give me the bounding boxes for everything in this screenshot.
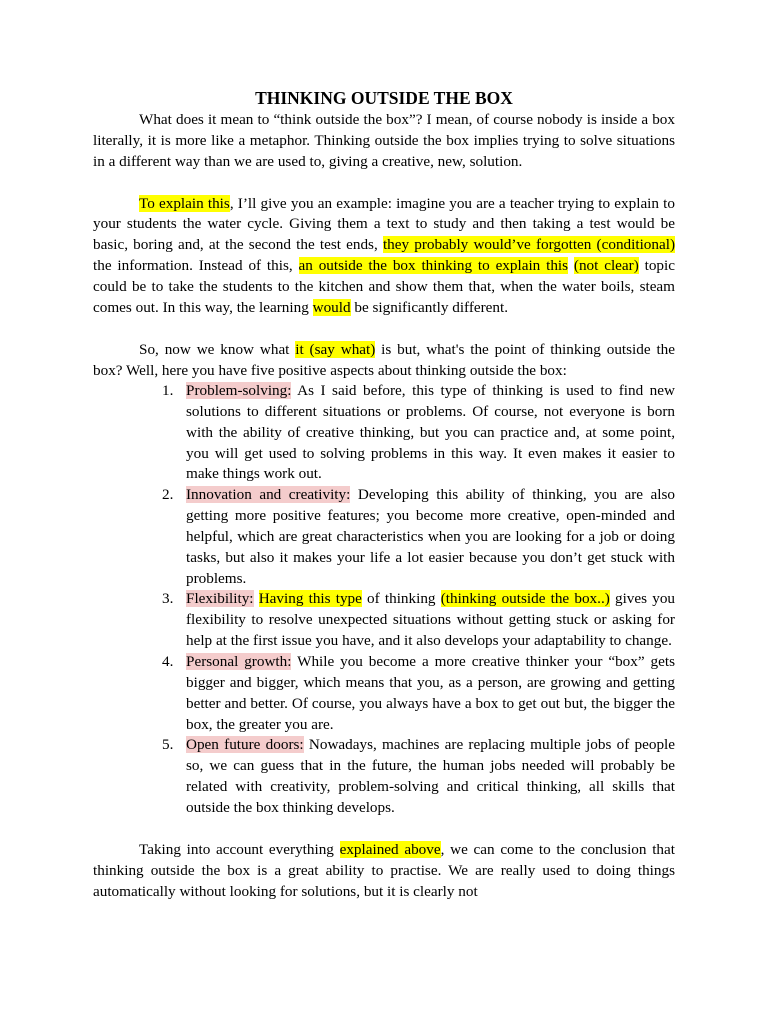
highlight-comment: explained above <box>339 841 441 858</box>
list-item-text: of thinking <box>361 590 441 608</box>
paragraph-text: be significantly different. <box>350 298 509 316</box>
list-item-label: Personal growth: <box>186 652 292 670</box>
document-title: THINKING OUTSIDE THE BOX <box>255 88 513 108</box>
highlight-comment: an outside the box thinking to explain this <box>298 257 569 275</box>
list-item-text <box>254 590 259 607</box>
paragraph-text: Taking into account everything <box>139 841 340 858</box>
highlight-comment: would <box>312 298 351 316</box>
list-number: 4. <box>162 652 174 670</box>
highlight-comment: (not clear) <box>573 257 639 275</box>
list-item-text: While you become a more creative thinker your “box” gets bigger and bigger, which means that you, as a person, are growing and getting better and better. Of course, you always have a box to get out but, the bigger the box, the greater you are. <box>186 652 675 733</box>
list-item-label: Innovation and creativity: <box>186 486 351 504</box>
highlight-comment: they probably would’ve forgotten (conditional) <box>382 236 675 254</box>
paragraph-text: , I’ll give you an example: imagine you are a teacher trying to explain to your students the water cycle. Giving them a text to study and then taking a test would be basic, boring and, at the second the test ends, <box>93 194 675 254</box>
list-item-text: Developing this ability of thinking, you are also getting more positive features; you become more creative, open-minded and helpful, which are great characteristics when you are looking for a job or doing tasks, but also it makes your life a lot easier because you don’t get stuck with problems. <box>186 486 675 587</box>
list-number: 3. <box>162 590 174 608</box>
list-item <box>162 652 675 735</box>
list-item <box>162 735 675 818</box>
list-item-label: Problem-solving: <box>186 382 292 399</box>
positive-aspects-list <box>162 381 676 819</box>
list-item-label: Open future doors: <box>186 736 304 754</box>
highlight-comment: Having this type <box>258 590 362 608</box>
paragraph-text: the information. Instead of this, <box>93 257 299 275</box>
list-item <box>162 485 675 589</box>
list-number: 2. <box>162 486 174 504</box>
list-item <box>162 381 675 485</box>
highlight-comment: To explain this <box>139 194 230 212</box>
highlight-comment: (thinking outside the box..) <box>440 590 610 608</box>
example-paragraph <box>93 194 675 319</box>
list-item <box>162 589 676 652</box>
list-item-label: Flexibility: <box>186 590 254 608</box>
list-item-text: gives you flexibility to resolve unexpected situations without getting stuck or asking for help at the first issue you have, and it also develops your adaptability to change. <box>186 590 676 650</box>
conclusion-paragraph <box>93 840 675 903</box>
list-number: 5. <box>162 736 174 754</box>
list-number: 1. <box>162 382 174 399</box>
list-item-text: Nowadays, machines are replacing multiple jobs of people so, we can guess that in the future, the human jobs needed will probably be related with creativity, problem-solving and critical thinking, all skills that outside the box thinking develops. <box>186 736 675 816</box>
paragraph-text: So, now we know what <box>139 341 296 358</box>
list-item-text: As I said before, this type of thinking is used to find new solutions to different situations or problems. Of course, not everyone is born with the ability of creative thinking, but you can practice and, at some point, you will get used to solving problems in this way. It even makes it easier to make things work out. <box>186 382 675 483</box>
transition-paragraph <box>93 340 675 382</box>
paragraph-text: topic could be to take the students to the kitchen and show them that, when the water boils, steam comes out. In this way, the learning <box>93 257 675 316</box>
highlight-comment: it (say what) <box>295 341 376 358</box>
paragraph-text: is but, what's the point of thinking outside the box? Well, here you have five positive aspects about thinking outside the box: <box>93 341 676 379</box>
paragraph-text: , we can come to the conclusion that thinking outside the box is a great ability to practise. We are really used to doing things automatically without looking for solutions, but it is clearly not <box>93 841 675 900</box>
intro-paragraph: What does it mean to “think outside the box”? I mean, of course nobody is inside a box literally, it is more like a metaphor. Thinking outside the box implies trying to solve situations in a different way than we are used to, giving a creative, new, solution. <box>93 111 675 170</box>
